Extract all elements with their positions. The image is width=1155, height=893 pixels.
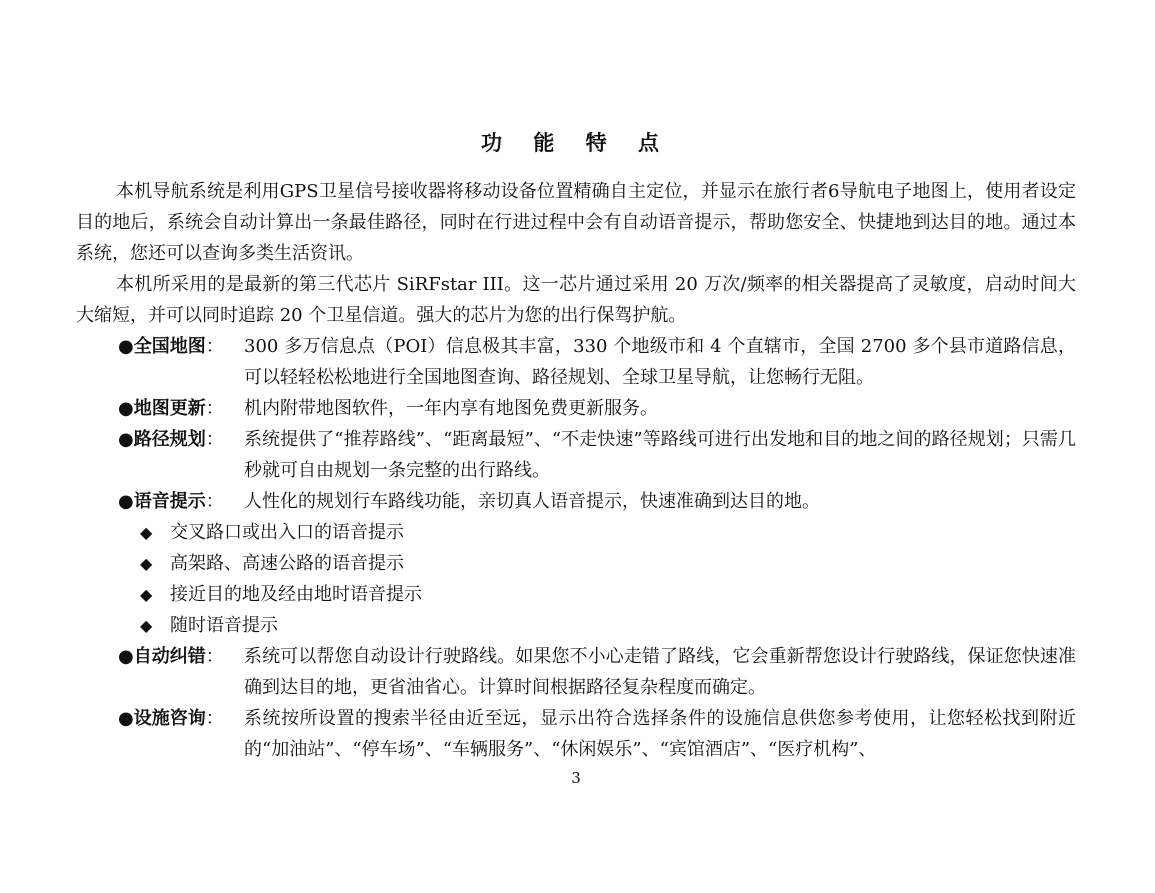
- document-body: [76, 176, 1076, 765]
- document-page: [76, 0, 1076, 893]
- feature-map-update: [76, 393, 1076, 424]
- feature-auto-correction: [76, 641, 1076, 703]
- feature-label-text: 路径规划: [133, 429, 206, 450]
- feature-text: 系统按所设置的搜索半径由近至远，显示出符合选择条件的设施信息供您参考使用，让您轻松找到附近的“加油站”、“停车场”、“车辆服务”、“休闲娱乐”、“宾馆酒店”、“医疗机构”、: [244, 708, 1076, 760]
- intro-paragraph-1: 本机导航系统是利用GPS卫星信号接收器将移动设备位置精确自主定位，并显示在旅行者6导航电子地图上，使用者设定目的地后，系统会自动计算出一条最佳路径，同时在行进过程中会有自动语音提示，帮助您安全、快捷地到达目的地。通过本系统，您还可以查询多类生活资讯。: [76, 181, 1076, 264]
- diamond-bullet-icon: ◆: [140, 523, 153, 542]
- feature-text: 人性化的规划行车路线功能，亲切真人语音提示，快速准确到达目的地。: [244, 491, 820, 512]
- list-item-text: 接近目的地及经由地时语音提示: [170, 584, 422, 605]
- feature-label: [118, 424, 224, 455]
- voice-prompt-list: [76, 517, 1076, 641]
- feature-label-text: 设施咨询: [133, 708, 206, 729]
- feature-label-text: 地图更新: [133, 398, 206, 419]
- list-item: [76, 517, 1076, 548]
- feature-text: 系统提供了“推荐路线”、“距离最短”、“不走快速”等路线可进行出发地和目的地之间的路径规划；只需几秒就可自由规划一条完整的出行路线。: [244, 429, 1076, 481]
- feature-colon: ：: [205, 646, 224, 667]
- feature-colon: ：: [205, 429, 224, 450]
- feature-facility-inquiry: [76, 703, 1076, 765]
- page-title: 功 能 特 点: [481, 131, 671, 155]
- list-item-text: 随时语音提示: [170, 615, 278, 636]
- feature-colon: ：: [205, 491, 224, 512]
- feature-label: [118, 393, 224, 424]
- list-item: [76, 610, 1076, 641]
- feature-label: [118, 641, 224, 672]
- feature-text: 300 多万信息点（POI）信息极其丰富，330 个地级市和 4 个直辖市，全国 2700 多个县市道路信息，可以轻轻松松地进行全国地图查询、路径规划、全球卫星导航，让您畅行无阻。: [244, 336, 1076, 388]
- intro-paragraph-2: 本机所采用的是最新的第三代芯片 SiRFstar III。这一芯片通过采用 20 万次/频率的相关器提高了灵敏度，启动时间大大缩短，并可以同时追踪 20 个卫星信道。强大的芯片为您的出行保驾护航。: [76, 274, 1076, 326]
- feature-label: [118, 486, 224, 517]
- bullet-dot-icon: ●: [118, 429, 134, 450]
- diamond-bullet-icon: ◆: [140, 616, 153, 635]
- page-number: 3: [571, 769, 581, 787]
- feature-national-map: [76, 331, 1076, 393]
- list-item: [76, 548, 1076, 579]
- feature-label: [118, 703, 224, 734]
- feature-label-text: 自动纠错: [133, 646, 206, 667]
- bullet-dot-icon: ●: [118, 491, 134, 512]
- feature-label: [118, 331, 224, 362]
- diamond-bullet-icon: ◆: [140, 554, 153, 573]
- diamond-bullet-icon: ◆: [140, 585, 153, 604]
- feature-route-planning: [76, 424, 1076, 486]
- feature-text: 系统可以帮您自动设计行驶路线。如果您不小心走错了路线，它会重新帮您设计行驶路线，保证您快速准确到达目的地，更省油省心。计算时间根据路径复杂程度而确定。: [244, 646, 1076, 698]
- feature-text: 机内附带地图软件，一年内享有地图免费更新服务。: [244, 398, 658, 419]
- bullet-dot-icon: ●: [118, 708, 134, 729]
- feature-colon: ：: [205, 336, 224, 357]
- feature-label-text: 语音提示: [133, 491, 206, 512]
- bullet-dot-icon: ●: [118, 398, 134, 419]
- list-item-text: 交叉路口或出入口的语音提示: [170, 522, 404, 543]
- feature-colon: ：: [205, 398, 224, 419]
- list-item-text: 高架路、高速公路的语音提示: [170, 553, 404, 574]
- bullet-dot-icon: ●: [118, 336, 134, 357]
- bullet-dot-icon: ●: [118, 646, 134, 667]
- feature-colon: ：: [205, 708, 224, 729]
- list-item: [76, 579, 1076, 610]
- feature-label-text: 全国地图: [133, 336, 206, 357]
- feature-voice-prompt: [76, 486, 1076, 517]
